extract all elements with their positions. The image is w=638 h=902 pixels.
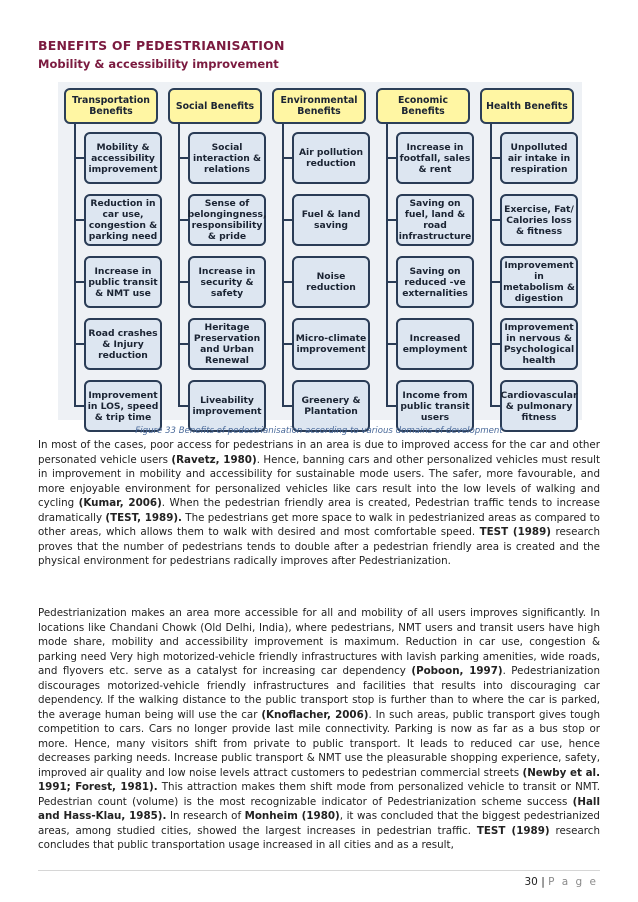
column-header: Environmental Benefits [272,88,366,124]
benefit-box: Increased employment [396,318,474,370]
connector-branch [178,405,188,407]
benefit-box: Increase in public transit & NMT use [84,256,162,308]
connector-branch [490,343,500,345]
paragraph-2 [38,606,600,853]
connector-branch [74,343,84,345]
connector-branch [178,157,188,159]
text-run: . Hence, banning cars and other personalized vehicles must result in improvement in mobility and accessibility for sustainable mode users. The safer, more favourable, and more enjoyable environment for personalized vehicles like cars result into the low levels of walking and cycling [38,453,600,509]
benefit-box: Increase in security & safety [188,256,266,308]
citation: TEST (1989) [479,526,551,538]
benefit-box: Noise reduction [292,256,370,308]
benefit-box: Reduction in car use, congestion & parking need [84,194,162,246]
connector-line [282,124,284,406]
benefit-box: Improvement in LOS, speed & trip time [84,380,162,432]
citation: (Poboon, 1997) [411,665,503,677]
connector-line [74,124,76,406]
benefit-box: Social interaction & relations [188,132,266,184]
column-header: Economic Benefits [376,88,470,124]
connector-branch [178,219,188,221]
citation: (Kumar, 2006) [78,497,162,509]
citation: (Hall and Hass-Klau, 1985). [38,795,600,822]
connector-line [490,124,492,406]
text-run: This attraction makes them shift mode from personalized vehicle to transit or NMT. Pedestrian count (volume) is the most recognizable indicator of Pedestrianization scheme success [38,781,600,808]
connector-branch [178,281,188,283]
text-run: , it was concluded that the biggest pedestrianized areas, among studied cities, showed the largest increases in pedestrian traffic. [38,810,600,837]
connector-line [386,124,388,406]
connector-line [178,124,180,406]
benefits-diagram [58,82,582,423]
connector-branch [386,343,396,345]
connector-branch [74,405,84,407]
citation: (Knoflacher, 2006) [261,708,369,721]
benefit-box: Saving on reduced -ve externalities [396,256,474,308]
connector-branch [282,405,292,407]
benefit-box: Exercise, Fat/ Calories loss & fitness [500,194,578,246]
connector-branch [282,281,292,283]
benefit-box: Fuel & land saving [292,194,370,246]
connector-branch [490,219,500,221]
figure-caption: Figure 33 Benefits of pedestrianisation according to various domains of development [135,426,503,436]
benefit-box: Heritage Preservation and Urban Renewal [188,318,266,370]
connector-branch [282,157,292,159]
text-run: In most of the cases, poor access for pedestrians in an area is due to improved access for the car and other personated vehicle users [38,439,600,466]
benefit-box: Greenery & Plantation [292,380,370,432]
benefit-box: Saving on fuel, land & road infrastructure [396,194,474,246]
page-label: P a g e [548,876,598,888]
benefit-box: Cardiovascular & pulmonary fitness [500,380,578,432]
text-run: research concludes that public transportation usage increased in all cities and as a result, [38,824,600,851]
text-run: In research of [166,810,245,822]
section-heading: BENEFITS OF PEDESTRIANISATION [38,38,285,53]
citation: (Newby et al. 1991; Forest, 1981). [38,766,601,793]
text-run: . Pedestrianization discourages motorized-vehicle friendly infrastructures and facilities that results into discouraging car dependency. If the walking distance to the public transport stop is further than to where the car is parked, the average human being will use the car [38,665,600,721]
connector-branch [386,157,396,159]
text-run: . When the pedestrian friendly area is created, Pedestrian traffic tends to increase dramatically [38,497,600,524]
benefit-box: Liveability improvement [188,380,266,432]
benefit-box: Micro-climate improvement [292,318,370,370]
page-number: 30 [524,876,538,888]
page-footer [525,876,599,888]
benefit-box: Unpolluted air intake in respiration [500,132,578,184]
citation: (TEST, 1989). [105,511,182,524]
text-run: research proves that the number of pedestrians tends to double after a pedestrian friendly area is created and the physical environment for pedestrians radically improves after Pedestrianization. [38,526,600,567]
benefit-box: Improvement in metabolism & digestion [500,256,578,308]
text-run: Pedestrianization makes an area more accessible for all and mobility of all users improves significantly. In locations like Chandani Chowk (Old Delhi, India), where pedestrians, NMT users and transit users have high mode share, mobility and accessibility improvement is maximum. Reduction in car use, congestion & parking need Very high motorized-vehicle friendly infrastructures with lavish parking amenities, wide roads, and flyovers etc. serve as a catalyst for increasing car dependency [38,607,600,677]
citation: TEST (1989) [476,824,550,837]
connector-branch [74,219,84,221]
connector-branch [386,219,396,221]
connector-branch [74,157,84,159]
section-subheading: Mobility & accessibility improvement [38,57,279,71]
paragraph-1 [38,438,600,569]
connector-branch [386,281,396,283]
citation: Monheim (1980) [244,810,340,822]
connector-branch [490,281,500,283]
column-header: Social Benefits [168,88,262,124]
connector-branch [282,219,292,221]
benefit-box: Income from public transit users [396,380,474,432]
benefit-box: Air pollution reduction [292,132,370,184]
connector-branch [178,343,188,345]
citation: (Ravetz, 1980) [171,453,257,466]
footer-separator: | [537,876,549,888]
connector-branch [490,157,500,159]
column-header: Health Benefits [480,88,574,124]
connector-branch [490,405,500,407]
benefit-box: Increase in footfall, sales & rent [396,132,474,184]
text-run: . In such areas, public transport gives tough competition to cars. Cars no longer provide last mile connectivity. Parking is now as far as a bus stop or more. Hence, many visitors shift from private to public transport. It leads to reduced car use, hence decreases parking needs. Increase public transport & NMT use the pleasurable shopping experience, safety, improved air quality and low noise levels attract customers to pedestrian commercial streets [38,708,600,779]
connector-branch [282,343,292,345]
text-run: The pedestrians get more space to walk in pedestrianized areas as compared to other areas, which allows them to walk with desired and most comfortable speed. [38,511,600,538]
benefit-box: Sense of belongingness, responsibility & pride [188,194,266,246]
benefit-box: Mobility & accessibility improvement [84,132,162,184]
footer-divider [38,870,600,871]
benefit-box: Improvement in nervous & Psychological health [500,318,578,370]
column-header: Transportation Benefits [64,88,158,124]
benefit-box: Road crashes & Injury reduction [84,318,162,370]
connector-branch [386,405,396,407]
connector-branch [74,281,84,283]
